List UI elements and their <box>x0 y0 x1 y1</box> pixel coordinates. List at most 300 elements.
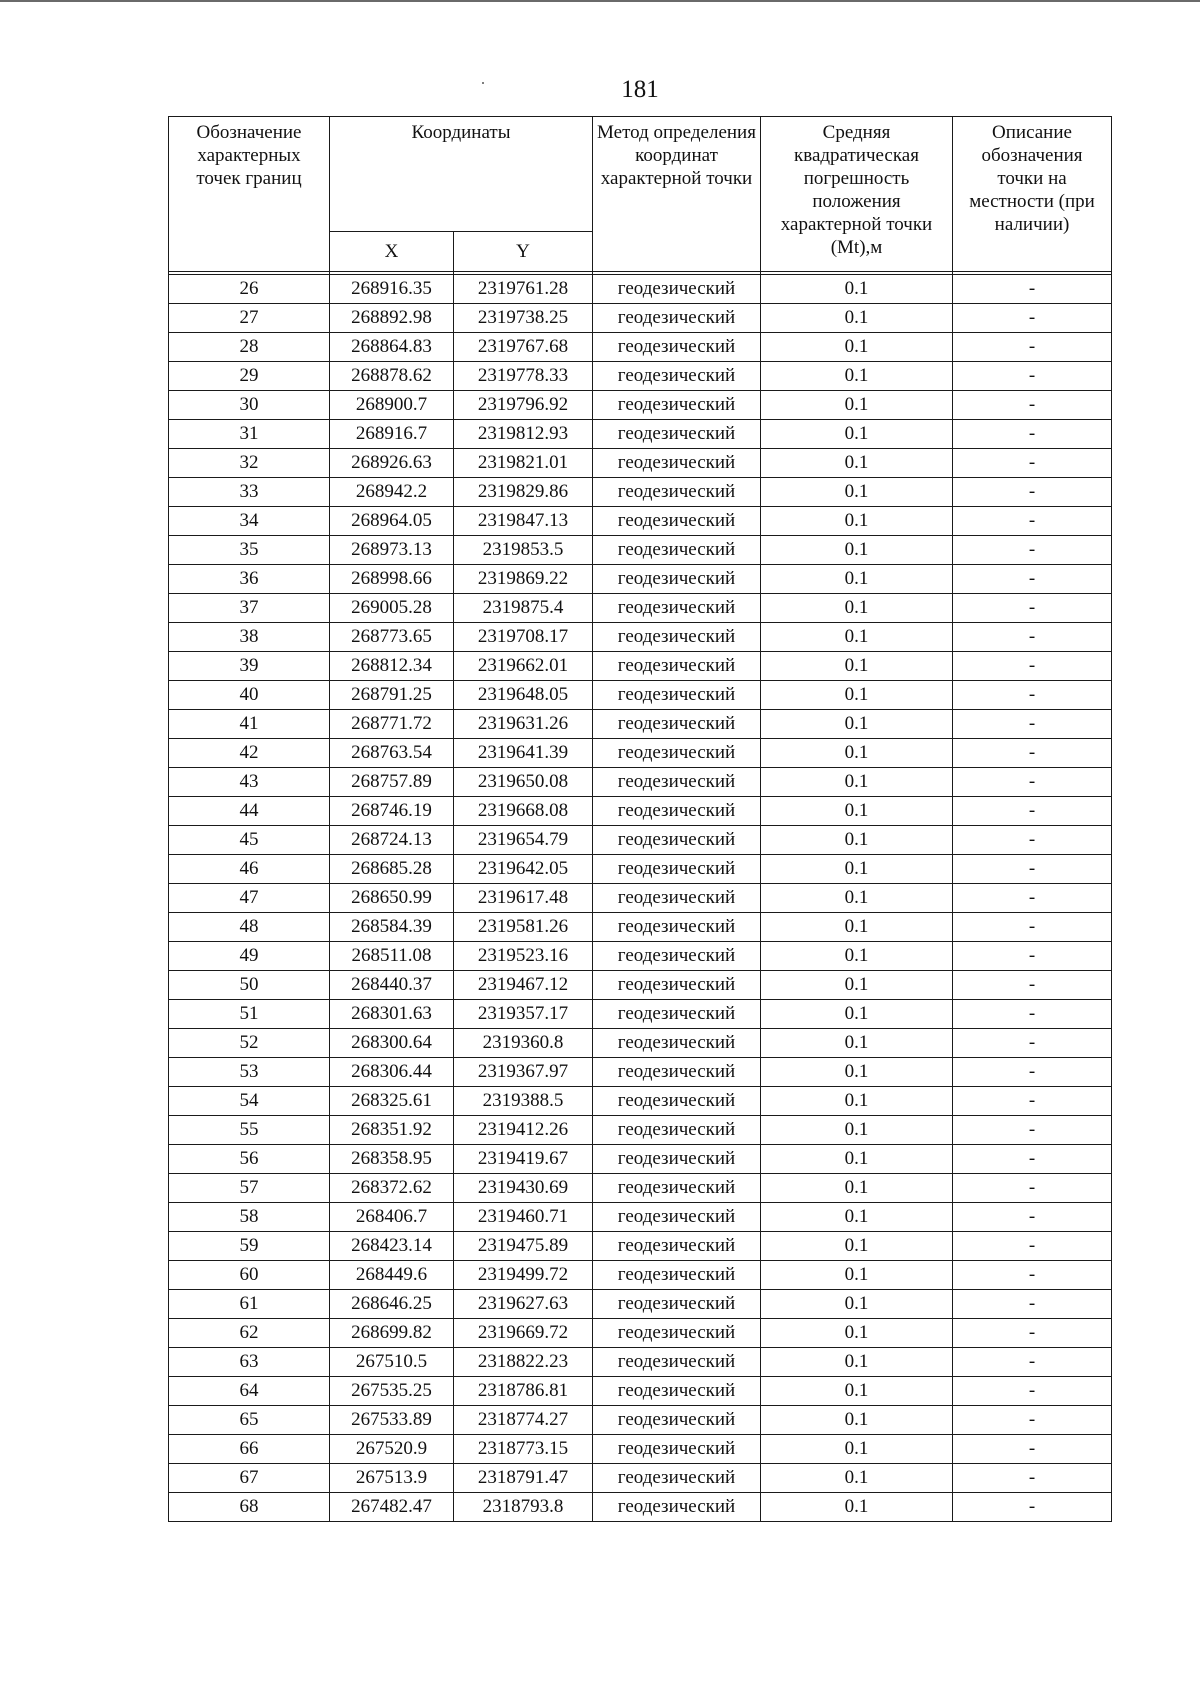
point-number-cell: 47 <box>169 884 330 913</box>
y-coordinate-cell: 2319631.26 <box>454 710 593 739</box>
table-row <box>169 1203 1112 1232</box>
error-cell: 0.1 <box>761 1087 953 1116</box>
description-cell: - <box>953 1290 1112 1319</box>
x-coordinate-cell: 267513.9 <box>330 1464 454 1493</box>
description-cell: - <box>953 1203 1112 1232</box>
y-coordinate-cell: 2319648.05 <box>454 681 593 710</box>
table-row <box>169 1232 1112 1261</box>
error-cell: 0.1 <box>761 623 953 652</box>
point-number-cell: 53 <box>169 1058 330 1087</box>
point-number-cell: 50 <box>169 971 330 1000</box>
table-row <box>169 942 1112 971</box>
page-number: 181 <box>621 76 659 103</box>
error-cell: 0.1 <box>761 797 953 826</box>
x-coordinate-cell: 268812.34 <box>330 652 454 681</box>
error-cell: 0.1 <box>761 1319 953 1348</box>
error-cell: 0.1 <box>761 333 953 362</box>
error-cell: 0.1 <box>761 1348 953 1377</box>
y-coordinate-cell: 2319581.26 <box>454 913 593 942</box>
method-cell: геодезический <box>593 1203 761 1232</box>
header-error-label: Средняя квадратическая погрешность положения характерной точки (Mt),м <box>780 122 933 258</box>
y-coordinate-cell: 2319761.28 <box>454 275 593 304</box>
error-cell: 0.1 <box>761 942 953 971</box>
error-cell: 0.1 <box>761 1464 953 1493</box>
x-coordinate-cell: 268973.13 <box>330 536 454 565</box>
table-row <box>169 594 1112 623</box>
table-row <box>169 1145 1112 1174</box>
description-cell: - <box>953 507 1112 536</box>
table-row <box>169 478 1112 507</box>
point-number-cell: 41 <box>169 710 330 739</box>
point-number-cell: 68 <box>169 1493 330 1522</box>
x-coordinate-cell: 268763.54 <box>330 739 454 768</box>
method-cell: геодезический <box>593 1406 761 1435</box>
y-coordinate-cell: 2319778.33 <box>454 362 593 391</box>
y-coordinate-cell: 2319499.72 <box>454 1261 593 1290</box>
description-cell: - <box>953 1493 1112 1522</box>
point-number-cell: 28 <box>169 333 330 362</box>
point-number-cell: 37 <box>169 594 330 623</box>
point-number-cell: 65 <box>169 1406 330 1435</box>
error-cell: 0.1 <box>761 913 953 942</box>
header-coordinates <box>330 117 593 232</box>
description-cell: - <box>953 1406 1112 1435</box>
point-number-cell: 51 <box>169 1000 330 1029</box>
y-coordinate-cell: 2319523.16 <box>454 942 593 971</box>
point-number-cell: 26 <box>169 275 330 304</box>
x-coordinate-cell: 268916.35 <box>330 275 454 304</box>
table-row <box>169 1435 1112 1464</box>
description-cell: - <box>953 1000 1112 1029</box>
description-cell: - <box>953 420 1112 449</box>
error-cell: 0.1 <box>761 507 953 536</box>
y-coordinate-cell: 2319767.68 <box>454 333 593 362</box>
description-cell: - <box>953 1377 1112 1406</box>
table-row <box>169 913 1112 942</box>
point-number-cell: 27 <box>169 304 330 333</box>
table-row <box>169 304 1112 333</box>
point-number-cell: 38 <box>169 623 330 652</box>
error-cell: 0.1 <box>761 594 953 623</box>
method-cell: геодезический <box>593 1116 761 1145</box>
description-cell: - <box>953 536 1112 565</box>
y-coordinate-cell: 2319654.79 <box>454 826 593 855</box>
point-number-cell: 56 <box>169 1145 330 1174</box>
x-coordinate-cell: 268998.66 <box>330 565 454 594</box>
description-cell: - <box>953 855 1112 884</box>
description-cell: - <box>953 1435 1112 1464</box>
description-cell: - <box>953 1464 1112 1493</box>
y-coordinate-cell: 2318786.81 <box>454 1377 593 1406</box>
error-cell: 0.1 <box>761 304 953 333</box>
method-cell: геодезический <box>593 1145 761 1174</box>
method-cell: геодезический <box>593 1261 761 1290</box>
point-number-cell: 52 <box>169 1029 330 1058</box>
error-cell: 0.1 <box>761 1232 953 1261</box>
table-row <box>169 739 1112 768</box>
error-cell: 0.1 <box>761 652 953 681</box>
y-coordinate-cell: 2319869.22 <box>454 565 593 594</box>
description-cell: - <box>953 884 1112 913</box>
table-row <box>169 1464 1112 1493</box>
table-row <box>169 826 1112 855</box>
description-cell: - <box>953 826 1112 855</box>
error-cell: 0.1 <box>761 1029 953 1058</box>
error-cell: 0.1 <box>761 1174 953 1203</box>
y-coordinate-cell: 2319668.08 <box>454 797 593 826</box>
point-number-cell: 43 <box>169 768 330 797</box>
method-cell: геодезический <box>593 942 761 971</box>
table-row <box>169 391 1112 420</box>
error-cell: 0.1 <box>761 1493 953 1522</box>
description-cell: - <box>953 681 1112 710</box>
x-coordinate-cell: 267510.5 <box>330 1348 454 1377</box>
table-row <box>169 623 1112 652</box>
table-row <box>169 1116 1112 1145</box>
table-row <box>169 1087 1112 1116</box>
error-cell: 0.1 <box>761 362 953 391</box>
header-method <box>593 117 761 272</box>
x-coordinate-cell: 268301.63 <box>330 1000 454 1029</box>
x-coordinate-cell: 268724.13 <box>330 826 454 855</box>
table-row <box>169 1290 1112 1319</box>
table-row <box>169 275 1112 304</box>
x-coordinate-cell: 268864.83 <box>330 333 454 362</box>
y-coordinate-cell: 2318793.8 <box>454 1493 593 1522</box>
coordinates-table <box>168 116 1112 1522</box>
x-coordinate-cell: 268646.25 <box>330 1290 454 1319</box>
method-cell: геодезический <box>593 1174 761 1203</box>
y-coordinate-cell: 2319617.48 <box>454 884 593 913</box>
point-number-cell: 64 <box>169 1377 330 1406</box>
point-number-cell: 60 <box>169 1261 330 1290</box>
x-coordinate-cell: 268900.7 <box>330 391 454 420</box>
description-cell: - <box>953 275 1112 304</box>
y-coordinate-cell: 2319669.72 <box>454 1319 593 1348</box>
method-cell: геодезический <box>593 449 761 478</box>
table-row <box>169 710 1112 739</box>
y-coordinate-cell: 2319360.8 <box>454 1029 593 1058</box>
x-coordinate-cell: 268300.64 <box>330 1029 454 1058</box>
table-row <box>169 1377 1112 1406</box>
header-error <box>761 117 953 272</box>
x-coordinate-cell: 268325.61 <box>330 1087 454 1116</box>
x-coordinate-cell: 268699.82 <box>330 1319 454 1348</box>
x-coordinate-cell: 268351.92 <box>330 1116 454 1145</box>
header-x: X <box>330 232 454 272</box>
table-row <box>169 1319 1112 1348</box>
error-cell: 0.1 <box>761 1058 953 1087</box>
description-cell: - <box>953 449 1112 478</box>
y-coordinate-cell: 2319430.69 <box>454 1174 593 1203</box>
table-header <box>169 117 1112 275</box>
table-body <box>169 275 1112 1522</box>
error-cell: 0.1 <box>761 1145 953 1174</box>
x-coordinate-cell: 268306.44 <box>330 1058 454 1087</box>
method-cell: геодезический <box>593 420 761 449</box>
x-coordinate-cell: 268773.65 <box>330 623 454 652</box>
point-number-cell: 45 <box>169 826 330 855</box>
point-number-cell: 34 <box>169 507 330 536</box>
table-row <box>169 420 1112 449</box>
x-coordinate-cell: 267533.89 <box>330 1406 454 1435</box>
point-number-cell: 57 <box>169 1174 330 1203</box>
description-cell: - <box>953 652 1112 681</box>
y-coordinate-cell: 2319467.12 <box>454 971 593 1000</box>
description-cell: - <box>953 1348 1112 1377</box>
description-cell: - <box>953 1029 1112 1058</box>
table-row <box>169 1493 1112 1522</box>
y-coordinate-cell: 2319627.63 <box>454 1290 593 1319</box>
point-number-cell: 32 <box>169 449 330 478</box>
method-cell: геодезический <box>593 565 761 594</box>
error-cell: 0.1 <box>761 1000 953 1029</box>
description-cell: - <box>953 1174 1112 1203</box>
point-number-cell: 35 <box>169 536 330 565</box>
y-coordinate-cell: 2319412.26 <box>454 1116 593 1145</box>
table-row <box>169 1174 1112 1203</box>
x-coordinate-cell: 268423.14 <box>330 1232 454 1261</box>
error-cell: 0.1 <box>761 768 953 797</box>
x-coordinate-cell: 268916.7 <box>330 420 454 449</box>
method-cell: геодезический <box>593 855 761 884</box>
table-row <box>169 1406 1112 1435</box>
error-cell: 0.1 <box>761 565 953 594</box>
point-number-cell: 42 <box>169 739 330 768</box>
y-coordinate-cell: 2319642.05 <box>454 855 593 884</box>
y-coordinate-cell: 2319853.5 <box>454 536 593 565</box>
description-cell: - <box>953 1116 1112 1145</box>
error-cell: 0.1 <box>761 449 953 478</box>
error-cell: 0.1 <box>761 1261 953 1290</box>
y-coordinate-cell: 2319796.92 <box>454 391 593 420</box>
error-cell: 0.1 <box>761 1290 953 1319</box>
x-coordinate-cell: 268757.89 <box>330 768 454 797</box>
point-number-cell: 31 <box>169 420 330 449</box>
method-cell: геодезический <box>593 1493 761 1522</box>
method-cell: геодезический <box>593 304 761 333</box>
description-cell: - <box>953 739 1112 768</box>
y-coordinate-cell: 2318822.23 <box>454 1348 593 1377</box>
y-coordinate-cell: 2319829.86 <box>454 478 593 507</box>
error-cell: 0.1 <box>761 420 953 449</box>
method-cell: геодезический <box>593 594 761 623</box>
x-coordinate-cell: 268584.39 <box>330 913 454 942</box>
error-cell: 0.1 <box>761 478 953 507</box>
x-coordinate-cell: 268358.95 <box>330 1145 454 1174</box>
header-description <box>953 117 1112 272</box>
y-coordinate-cell: 2319821.01 <box>454 449 593 478</box>
method-cell: геодезический <box>593 391 761 420</box>
description-cell: - <box>953 1319 1112 1348</box>
error-cell: 0.1 <box>761 536 953 565</box>
y-coordinate-cell: 2319419.67 <box>454 1145 593 1174</box>
x-coordinate-cell: 268942.2 <box>330 478 454 507</box>
method-cell: геодезический <box>593 275 761 304</box>
method-cell: геодезический <box>593 1464 761 1493</box>
x-coordinate-cell: 268964.05 <box>330 507 454 536</box>
description-cell: - <box>953 1261 1112 1290</box>
y-coordinate-cell: 2319460.71 <box>454 1203 593 1232</box>
description-cell: - <box>953 304 1112 333</box>
error-cell: 0.1 <box>761 826 953 855</box>
description-cell: - <box>953 710 1112 739</box>
table-row <box>169 362 1112 391</box>
point-number-cell: 33 <box>169 478 330 507</box>
x-coordinate-cell: 267535.25 <box>330 1377 454 1406</box>
point-number-cell: 63 <box>169 1348 330 1377</box>
x-coordinate-cell: 267482.47 <box>330 1493 454 1522</box>
scan-edge <box>0 0 1200 2</box>
method-cell: геодезический <box>593 681 761 710</box>
error-cell: 0.1 <box>761 681 953 710</box>
method-cell: геодезический <box>593 1000 761 1029</box>
point-number-cell: 30 <box>169 391 330 420</box>
table-row <box>169 652 1112 681</box>
error-cell: 0.1 <box>761 1116 953 1145</box>
x-coordinate-cell: 268372.62 <box>330 1174 454 1203</box>
y-coordinate-cell: 2319662.01 <box>454 652 593 681</box>
method-cell: геодезический <box>593 768 761 797</box>
table-row <box>169 507 1112 536</box>
point-number-cell: 29 <box>169 362 330 391</box>
error-cell: 0.1 <box>761 884 953 913</box>
header-y: Y <box>454 232 593 272</box>
method-cell: геодезический <box>593 652 761 681</box>
table-row <box>169 449 1112 478</box>
header-description-label: Описание обозначения точки на местности (при наличии) <box>969 122 1095 235</box>
y-coordinate-cell: 2319475.89 <box>454 1232 593 1261</box>
error-cell: 0.1 <box>761 275 953 304</box>
header-method-label: Метод определения координат характерной точки <box>597 122 756 189</box>
x-coordinate-cell: 268449.6 <box>330 1261 454 1290</box>
y-coordinate-cell: 2319875.4 <box>454 594 593 623</box>
error-cell: 0.1 <box>761 739 953 768</box>
description-cell: - <box>953 971 1112 1000</box>
description-cell: - <box>953 1232 1112 1261</box>
method-cell: геодезический <box>593 1058 761 1087</box>
error-cell: 0.1 <box>761 710 953 739</box>
point-number-cell: 58 <box>169 1203 330 1232</box>
method-cell: геодезический <box>593 913 761 942</box>
x-coordinate-cell: 268511.08 <box>330 942 454 971</box>
description-cell: - <box>953 1058 1112 1087</box>
method-cell: геодезический <box>593 1377 761 1406</box>
point-number-cell: 49 <box>169 942 330 971</box>
description-cell: - <box>953 362 1112 391</box>
method-cell: геодезический <box>593 739 761 768</box>
method-cell: геодезический <box>593 710 761 739</box>
method-cell: геодезический <box>593 623 761 652</box>
table-row <box>169 333 1112 362</box>
error-cell: 0.1 <box>761 855 953 884</box>
y-coordinate-cell: 2318774.27 <box>454 1406 593 1435</box>
header-point <box>169 117 330 272</box>
table-row <box>169 681 1112 710</box>
error-cell: 0.1 <box>761 971 953 1000</box>
point-number-cell: 36 <box>169 565 330 594</box>
table-row <box>169 1261 1112 1290</box>
description-cell: - <box>953 333 1112 362</box>
table-row <box>169 855 1112 884</box>
y-coordinate-cell: 2319367.97 <box>454 1058 593 1087</box>
point-number-cell: 44 <box>169 797 330 826</box>
point-number-cell: 62 <box>169 1319 330 1348</box>
description-cell: - <box>953 768 1112 797</box>
description-cell: - <box>953 623 1112 652</box>
method-cell: геодезический <box>593 1232 761 1261</box>
method-cell: геодезический <box>593 971 761 1000</box>
x-coordinate-cell: 268878.62 <box>330 362 454 391</box>
header-point-label: Обозначение характерных точек границ <box>196 122 302 189</box>
x-coordinate-cell: 268650.99 <box>330 884 454 913</box>
y-coordinate-cell: 2319812.93 <box>454 420 593 449</box>
error-cell: 0.1 <box>761 391 953 420</box>
table-row <box>169 1348 1112 1377</box>
y-coordinate-cell: 2319650.08 <box>454 768 593 797</box>
y-coordinate-cell: 2318791.47 <box>454 1464 593 1493</box>
point-number-cell: 54 <box>169 1087 330 1116</box>
method-cell: геодезический <box>593 362 761 391</box>
description-cell: - <box>953 594 1112 623</box>
y-coordinate-cell: 2319641.39 <box>454 739 593 768</box>
y-coordinate-cell: 2319708.17 <box>454 623 593 652</box>
table-row <box>169 768 1112 797</box>
description-cell: - <box>953 1087 1112 1116</box>
point-number-cell: 67 <box>169 1464 330 1493</box>
method-cell: геодезический <box>593 507 761 536</box>
error-cell: 0.1 <box>761 1406 953 1435</box>
method-cell: геодезический <box>593 536 761 565</box>
description-cell: - <box>953 942 1112 971</box>
table-row <box>169 797 1112 826</box>
table-row <box>169 1000 1112 1029</box>
point-number-cell: 40 <box>169 681 330 710</box>
y-coordinate-cell: 2318773.15 <box>454 1435 593 1464</box>
method-cell: геодезический <box>593 1319 761 1348</box>
point-number-cell: 48 <box>169 913 330 942</box>
y-coordinate-cell: 2319357.17 <box>454 1000 593 1029</box>
x-coordinate-cell: 268926.63 <box>330 449 454 478</box>
y-coordinate-cell: 2319847.13 <box>454 507 593 536</box>
table-row <box>169 1029 1112 1058</box>
method-cell: геодезический <box>593 1435 761 1464</box>
description-cell: - <box>953 1145 1112 1174</box>
x-coordinate-cell: 269005.28 <box>330 594 454 623</box>
description-cell: - <box>953 913 1112 942</box>
x-coordinate-cell: 268440.37 <box>330 971 454 1000</box>
table-row <box>169 536 1112 565</box>
method-cell: геодезический <box>593 1348 761 1377</box>
method-cell: геодезический <box>593 884 761 913</box>
method-cell: геодезический <box>593 1029 761 1058</box>
method-cell: геодезический <box>593 797 761 826</box>
table-row <box>169 1058 1112 1087</box>
x-coordinate-cell: 267520.9 <box>330 1435 454 1464</box>
point-number-cell: 59 <box>169 1232 330 1261</box>
table-row <box>169 565 1112 594</box>
method-cell: геодезический <box>593 333 761 362</box>
description-cell: - <box>953 391 1112 420</box>
description-cell: - <box>953 797 1112 826</box>
method-cell: геодезический <box>593 1087 761 1116</box>
method-cell: геодезический <box>593 826 761 855</box>
x-coordinate-cell: 268892.98 <box>330 304 454 333</box>
point-number-cell: 66 <box>169 1435 330 1464</box>
x-coordinate-cell: 268791.25 <box>330 681 454 710</box>
x-coordinate-cell: 268685.28 <box>330 855 454 884</box>
error-cell: 0.1 <box>761 1435 953 1464</box>
